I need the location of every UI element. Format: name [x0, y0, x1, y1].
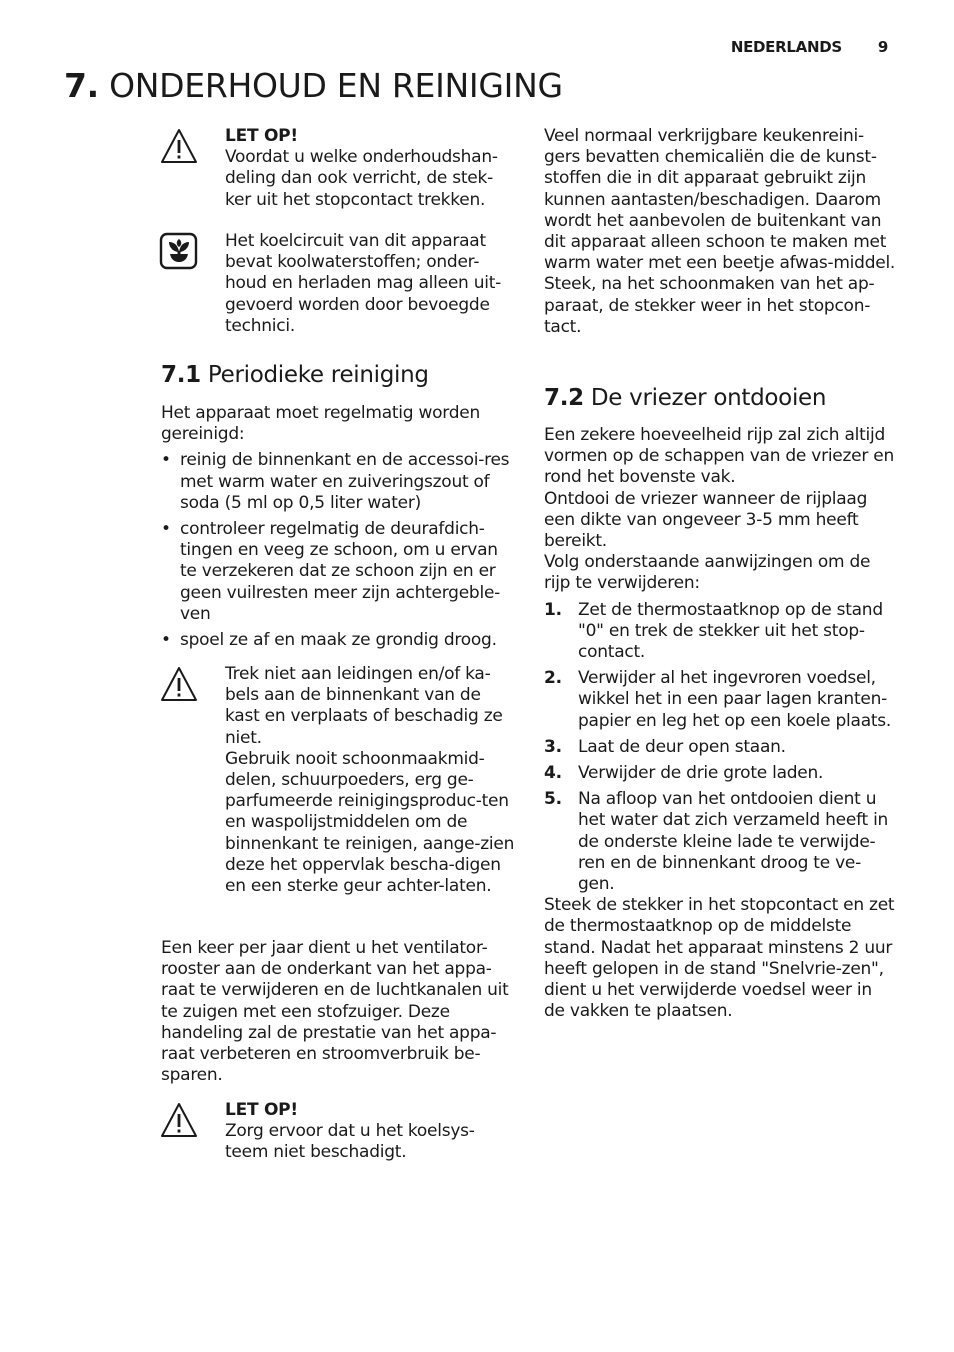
step-text: Zet de thermostaatknop op de stand "0" en trek de stekker uit het stop-contact. [578, 599, 883, 663]
cleaners-paragraph: Veel normaal verkrijgbare keukenreini-gers bevatten chemicaliën die de kunst-stoffen die in dit apparaat gebruikt zijn kunnen aantasten/beschadigen. Daarom wordt het aanbevolen de buitenkant van dit apparaat alleen schoon te maken met warm water met een beetje afwas-middel. [544, 126, 896, 274]
section-heading-7-2 [544, 384, 896, 412]
step-number: 4. [544, 763, 562, 784]
chapter-title [64, 66, 563, 105]
closing-paragraph: Steek de stekker in het stopcontact en zet de thermostaatknop op de middelste stand. Nadat het apparaat minstens 2 uur heeft gelopen in de stand "Snelvrie-zen", dient u het verwijderde voedsel weer in de vakken te plaatsen. [544, 895, 895, 1022]
notice-body: Gebruik nooit schoonmaakmid-delen, schuurpoeders, erg ge-parfumeerde reinigingsproduc-ten en waspolijstmiddelen om de binnenkant te reinigen, aange-zien deze het oppervlak bescha-digen en een sterke geur achter-laten. [225, 748, 515, 897]
warning-triangle-icon [159, 126, 199, 166]
section-heading-7-1 [161, 361, 516, 389]
defrost-paragraph: Volg onderstaande aanwijzingen om de rijp te verwijderen: [544, 552, 871, 594]
step-text: Laat de deur open staan. [578, 736, 786, 757]
notice-body: Het koelcircuit van dit apparaat bevat koolwaterstoffen; onder-houd en herladen mag alleen uit-gevoerd worden door bevoegde technici. [225, 231, 502, 336]
list-item: • reinig de binnenkant en de accessoi-res met warm water en zuiveringszout of soda (5 ml op 0,5 liter water) [161, 450, 516, 514]
notice-text [225, 1100, 517, 1164]
list-item [544, 789, 896, 895]
section-7-1-body [161, 403, 516, 656]
reconnect-paragraph: Steek, na het schoonmaken van het ap-paraat, de stekker weer in het stopcon-tact. [544, 274, 875, 337]
notice-text [225, 231, 517, 337]
section-7-2-body [544, 425, 896, 1022]
defrost-paragraph: Een zekere hoeveelheid rijp zal zich altijd vormen op de schappen van de vriezer en rond het bovenste vak. [544, 425, 895, 488]
step-number: 2. [544, 668, 562, 689]
list-item [544, 737, 896, 758]
step-number: 1. [544, 599, 562, 620]
warning-triangle-icon [159, 1100, 199, 1140]
defrost-paragraph: Ontdooi de vriezer wanneer de rijplaag een dikte van ongeveer 3-5 mm heeft bereikt. [544, 488, 868, 552]
cleaning-bullet-list [161, 450, 516, 651]
list-item [544, 763, 896, 784]
step-text: Verwijder al het ingevroren voedsel, wikkel het in een paar lagen kranten-papier en leg het op een koele plaats. [578, 668, 892, 731]
notice-text [225, 126, 517, 211]
section-number: 7.2 [544, 385, 584, 411]
cleaner-paragraphs [544, 126, 896, 338]
defrost-steps-list [544, 600, 896, 896]
environment-icon [159, 231, 199, 271]
list-item [544, 668, 896, 732]
page-number: 9 [877, 38, 888, 56]
page-header [731, 38, 888, 56]
list-item [544, 600, 896, 664]
section-number: 7.1 [161, 362, 201, 388]
notice-heading: LET OP! [225, 1100, 298, 1120]
ventilation-paragraph: Een keer per jaar dient u het ventilator-rooster aan de onderkant van het appa-raat te verwijderen en de luchtkanalen uit te zuigen met een stofzuiger. Deze handeling zal de prestatie van het appa-raat verbeteren en stroomverbruik be-sparen. [161, 938, 509, 1086]
list-item: • controleer regelmatig de deurafdich-tingen en veeg ze schoon, om u ervan te verzekeren dat ze schoon zijn en er geen vuilresten meer zijn achtergeble-ven [161, 519, 516, 625]
step-text: Verwijder de drie grote laden. [578, 763, 824, 784]
notice-body: Voordat u welke onderhoudshan-deling dan ook verricht, de stek-ker uit het stopcontact trekken. [225, 147, 498, 210]
section-title: Periodieke reiniging [207, 362, 429, 388]
notice-body: Trek niet aan leidingen en/of ka-bels aan de binnenkant van de kast en verplaats of beschadig ze niet. [225, 664, 503, 748]
chapter-title-text: ONDERHOUD EN REINIGING [109, 66, 563, 105]
notice-text [225, 664, 517, 897]
section-intro: Het apparaat moet regelmatig worden gereinigd: [161, 403, 480, 445]
step-number: 5. [544, 789, 562, 810]
section-title: De vriezer ontdooien [590, 385, 827, 411]
notice-body: Zorg ervoor dat u het koelsys-teem niet beschadigt. [225, 1121, 475, 1163]
step-number: 3. [544, 736, 562, 757]
step-text: Na afloop van het ontdooien dient u het water dat zich verzameld heeft in de onderste kleine lade te verwijde-ren en de binnenkant droog te ve-gen. [578, 789, 889, 895]
header-language: NEDERLANDS [730, 38, 842, 56]
list-item: • spoel ze af en maak ze grondig droog. [161, 630, 516, 651]
warning-triangle-icon [159, 664, 199, 704]
notice-heading: LET OP! [225, 126, 298, 146]
chapter-number: 7. [64, 66, 99, 105]
